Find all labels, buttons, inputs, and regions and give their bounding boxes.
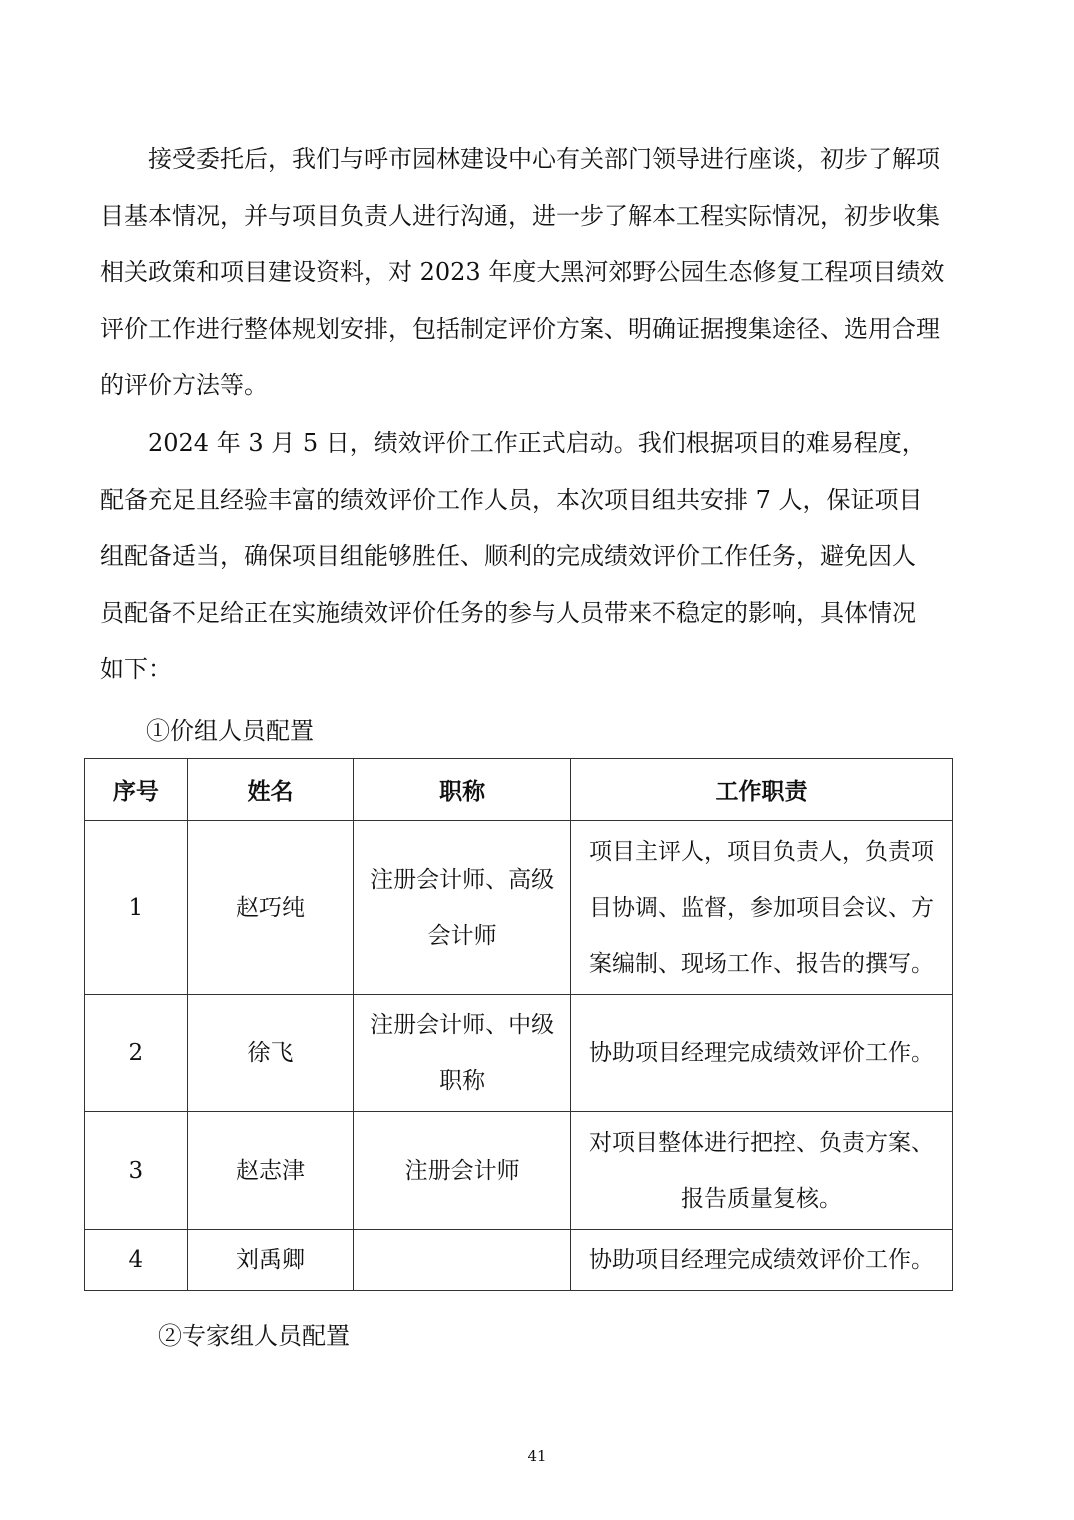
table-row <box>85 821 953 995</box>
paragraph-line: 如下： <box>100 655 172 683</box>
paragraph-line: 员配备不足给正在实施绩效评价任务的参与人员带来不稳定的影响，具体情况 <box>100 598 916 627</box>
header-no: 序号 <box>85 759 188 821</box>
cell-no: 3 <box>85 1112 188 1230</box>
paragraph-line: 目基本情况，并与项目负责人进行沟通，进一步了解本工程实际情况，初步收集 <box>100 201 940 230</box>
staff-table <box>84 758 953 1291</box>
cell-title-line: 注册会计师、中级 <box>370 1012 555 1038</box>
cell-name: 赵巧纯 <box>187 821 353 995</box>
subheading-evaluation-team: ①价组人员配置 <box>146 717 314 745</box>
cell-name: 徐飞 <box>187 995 353 1112</box>
paragraph-kickoff <box>100 415 950 698</box>
cell-no: 1 <box>85 821 188 995</box>
header-duty: 工作职责 <box>571 759 953 821</box>
cell-duty-line: 报告质量复核。 <box>681 1185 843 1212</box>
cell-duty <box>571 1230 953 1291</box>
cell-duty-line: 协助项目经理完成绩效评价工作。 <box>589 1247 935 1273</box>
paragraph-line: 相关政策和项目建设资料，对 2023 年度大黑河郊野公园生态修复工程项目绩效 <box>100 258 945 286</box>
cell-title-line: 注册会计师 <box>404 1157 520 1184</box>
header-title: 职称 <box>354 759 571 821</box>
paragraph-commission <box>100 131 950 414</box>
cell-title <box>354 1112 571 1230</box>
cell-duty-line: 协助项目经理完成绩效评价工作。 <box>589 1040 935 1066</box>
table-header-row <box>85 759 953 821</box>
cell-no: 4 <box>85 1230 188 1291</box>
paragraph-line: 配备充足且经验丰富的绩效评价工作人员，本次项目组共安排 7 人，保证项目 <box>100 485 923 514</box>
cell-name: 赵志津 <box>187 1112 353 1230</box>
paragraph-line: 接受委托后，我们与呼市园林建设中心有关部门领导进行座谈，初步了解项 <box>100 145 940 173</box>
cell-duty <box>571 1112 953 1230</box>
table-row <box>85 1112 953 1230</box>
subheading-expert-team: ②专家组人员配置 <box>158 1322 350 1350</box>
cell-title <box>354 1230 571 1291</box>
cell-title-line: 注册会计师、高级 <box>370 866 555 893</box>
cell-duty-line: 目协调、监督，参加项目会议、方 <box>589 894 935 921</box>
cell-no: 2 <box>85 995 188 1112</box>
paragraph-line: 2024 年 3 月 5 日，绩效评价工作正式启动。我们根据项目的难易程度， <box>100 429 926 457</box>
page-number: 41 <box>527 1447 547 1465</box>
cell-title-line: 会计师 <box>427 922 497 949</box>
paragraph-line: 的评价方法等。 <box>100 371 268 399</box>
paragraph-line: 组配备适当，确保项目组能够胜任、顺利的完成绩效评价工作任务，避免因人 <box>100 542 916 570</box>
cell-duty <box>571 995 953 1112</box>
cell-name: 刘禹卿 <box>187 1230 353 1291</box>
cell-duty-line: 项目主评人，项目负责人，负责项 <box>589 838 935 865</box>
paragraph-line: 评价工作进行整体规划安排，包括制定评价方案、明确证据搜集途径、选用合理 <box>100 314 940 343</box>
header-name: 姓名 <box>187 759 353 821</box>
cell-duty-line: 案编制、现场工作、报告的撰写。 <box>589 950 935 977</box>
table-row <box>85 995 953 1112</box>
cell-title <box>354 995 571 1112</box>
cell-title <box>354 821 571 995</box>
cell-duty <box>571 821 953 995</box>
cell-title-line: 职称 <box>439 1068 486 1094</box>
table-row <box>85 1230 953 1291</box>
cell-duty-line: 对项目整体进行把控、负责方案、 <box>589 1129 935 1156</box>
